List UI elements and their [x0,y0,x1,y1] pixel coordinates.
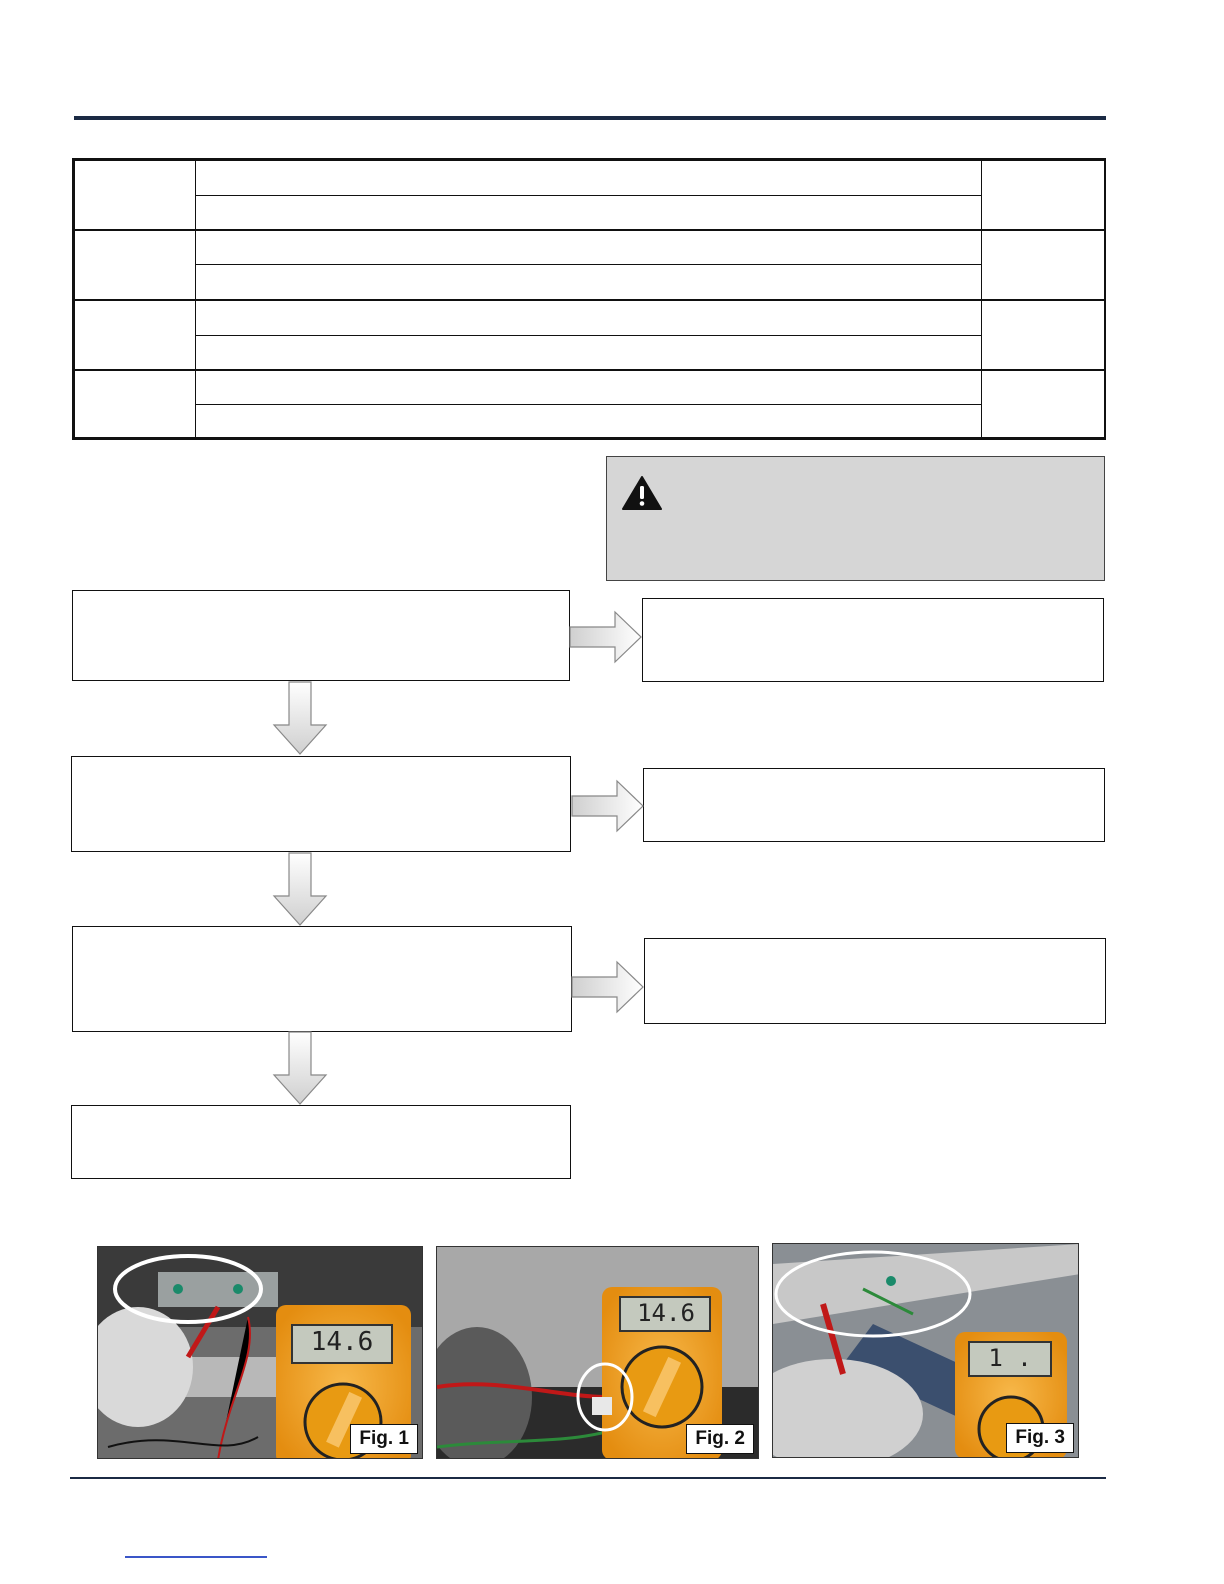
table-cell [195,160,982,196]
meter-display: 14.6 [310,1327,374,1357]
figure-1-photo [97,1246,423,1459]
table-cell [195,370,982,405]
flow-step-1 [72,590,570,681]
table-row-label-cell [74,160,196,230]
right-arrow-icon [569,610,643,664]
table-row-label-cell [74,370,196,438]
figure-2-photo [436,1246,759,1459]
flow-step-4 [71,1105,571,1179]
meter-display: 1 . [988,1344,1032,1372]
right-arrow-icon [571,779,645,833]
right-arrow-icon [571,960,645,1014]
flow-step-2 [71,756,571,852]
footer-link-underline[interactable] [125,1556,267,1558]
table-row-label-cell [74,230,196,300]
flow-result-1 [642,598,1104,682]
figure-label: Fig. 1 [350,1424,418,1454]
flow-result-3 [644,938,1106,1024]
table-value-cell [981,160,1105,230]
spec-table [72,158,1106,440]
down-arrow-icon [272,1031,328,1106]
table-cell [195,335,982,370]
table-value-cell [981,300,1105,370]
warning-box [606,456,1105,581]
flow-step-3 [72,926,572,1032]
flow-result-2 [643,768,1105,842]
header-rule [74,116,1106,120]
table-cell [195,195,982,230]
table-cell [195,264,982,300]
figure-3-photo [772,1243,1079,1458]
table-value-cell [981,370,1105,438]
footer-rule [70,1477,1106,1479]
figure-label: Fig. 3 [1006,1423,1074,1453]
table-cell [195,300,982,336]
figure-label: Fig. 2 [686,1424,754,1454]
down-arrow-icon [272,852,328,927]
table-value-cell [981,230,1105,300]
down-arrow-icon [272,681,328,756]
warning-triangle-icon [621,475,663,511]
meter-display: 14.6 [637,1299,695,1327]
table-cell [195,404,982,438]
table-row-label-cell [74,300,196,370]
table-cell [195,230,982,265]
